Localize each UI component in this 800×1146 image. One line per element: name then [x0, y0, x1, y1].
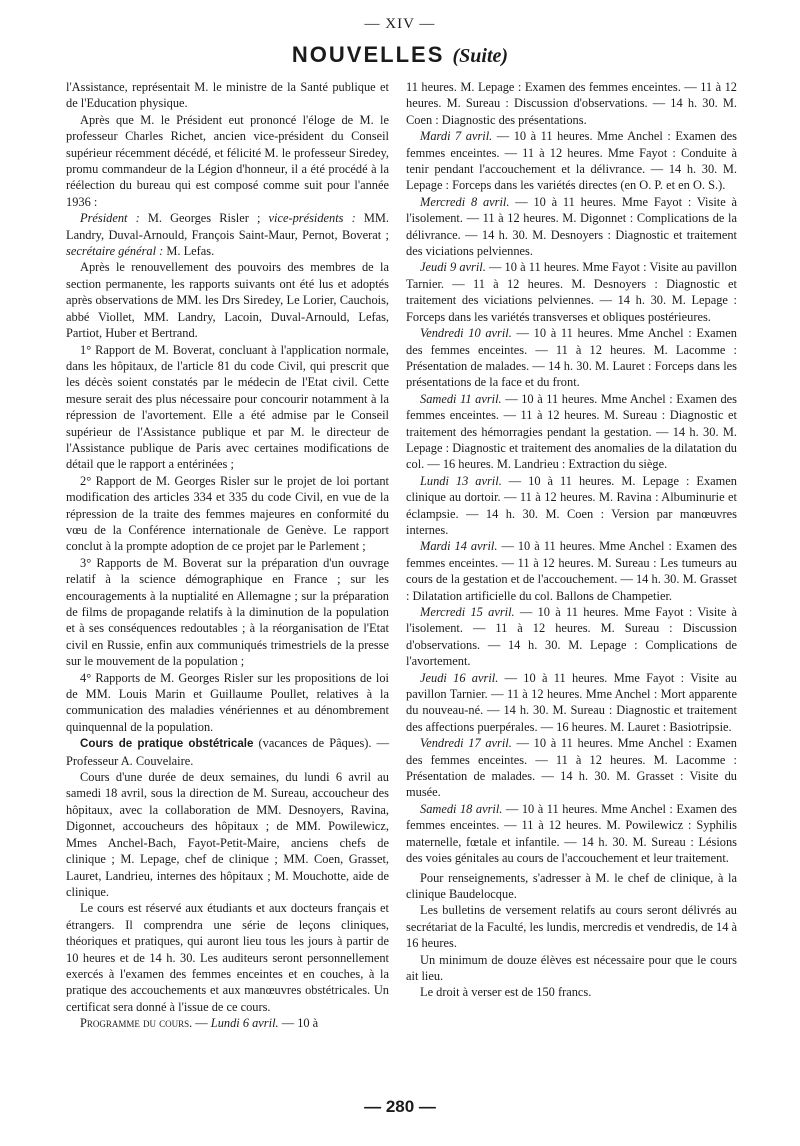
schedule-entry	[406, 670, 737, 736]
day-label: Samedi 18 avril.	[420, 801, 503, 816]
label-vice-presidents: vice-présidents :	[268, 211, 356, 226]
text: — 10 à 11 heures. Mme Anchel : Examen des femmes enceintes. — 11 à 12 heures. M. Powilewicz : Syphilis maternelle, fœtale et infantile. — 14 h. 30. M. Sureau : Lésions des voies génitales au cours de l'accouchement et leur traitement.	[406, 801, 738, 866]
text: — 10 à 11 heures. Mme Fayot : Visite à l'isolement. — 11 à 12 heures. M. Digonnet : Complications de la délivrance. — 14 h. 30. M. Desnoyers : Diagnostic et traitement des viciations pelviennes.	[406, 194, 737, 259]
section-title-text: NOUVELLES	[291, 42, 445, 67]
text: — 10 à 11 heures. Mme Anchel : Examen des femmes enceintes. — 11 à 12 heures. M. Lacomme : Présentation de malades. — 14 h. 30. M. Lauret : Forceps dans les présentations de la face et du front.	[406, 326, 737, 390]
text: M. Georges Risler ;	[139, 211, 269, 226]
text: — 10 à 11 heures. M. Lepage : Examen clinique au dortoir. — 11 à 12 heures. M. Ravina : Albuminurie et éclampsie. — 14 h. 30. M. Coen : Version par manœuvres internes.	[406, 473, 737, 537]
paragraph: 4° Rapports de M. Georges Risler sur les propositions de loi de MM. Louis Marin et Guillaume Poullet, relatives à la communication des maladies vénériennes et au dénombrement quinquennal de la population.	[66, 670, 389, 734]
day-label: Samedi 11 avril.	[420, 391, 502, 406]
course-heading: Cours de pratique obstétricale	[80, 737, 254, 751]
text: M. Lefas.	[163, 244, 215, 259]
left-column	[66, 79, 389, 1032]
program-heading: Programme du cours.	[80, 1016, 193, 1031]
schedule-entry	[406, 325, 737, 391]
paragraph: 3° Rapports de M. Boverat sur la préparation d'un ouvrage relatif à la science démographique en France ; sur les encouragements à la nuptialité en Allemagne ; sur la préparation de films de propagande relatifs à la diminution de la population et à ses conséquences redoutables ; à la réorganisation de l'Etat civil en Russie, enfin aux communiqués trimestriels de la presse sur le mouvement de la population ;	[66, 555, 389, 669]
paragraph: Le droit à verser est de 150 francs.	[420, 985, 592, 1000]
text: — 10 à	[278, 1016, 319, 1031]
schedule-entry	[406, 259, 737, 325]
day-label: Lundi 6 avril.	[210, 1016, 279, 1031]
day-label: Lundi 13 avril.	[420, 473, 502, 488]
schedule-entry	[406, 194, 737, 260]
day-label: Vendredi 17 avril.	[420, 736, 512, 751]
paragraph	[66, 210, 389, 259]
schedule-entry	[406, 391, 737, 473]
roman-page-number: — XIV —	[364, 16, 436, 32]
paragraph: Pour renseignements, s'adresser à M. le chef de clinique, à la clinique Baudelocque.	[406, 870, 737, 901]
paragraph	[66, 735, 389, 769]
schedule-entry	[406, 801, 737, 867]
text: MM. Landry, Duval-Arnould, François Saint-Maur, Pernot, Boverat ;	[66, 211, 389, 242]
schedule-entry	[406, 128, 737, 194]
text: (vacances de Pâques). — Professeur A. Couvelaire.	[66, 736, 389, 768]
schedule-entry	[406, 538, 737, 604]
paragraph: Le cours est réservé aux étudiants et aux docteurs français et étrangers. Il comprendra une série de leçons cliniques, théoriques et pratiques, qui auront lieu tous les jours à partir de 10 heures et de 14 h. 30. Les auditeurs seront personnellement exercés à l'examen des femmes enceintes et en couches, à la pratique des accouchements et aux manœuvres obstétricales. Un certificat sera donné à l'issue de ce cours.	[66, 901, 389, 1014]
text: — 10 à 11 heures. Mme Fayot : Visite au pavillon Tarnier. — 11 à 12 heures. M. Desnoyers : Diagnostic et traitement des viciations pelviennes. — 14 h. 30. M. Lepage : Forceps dans les variétés transverses et obliques postérieures.	[406, 260, 737, 324]
paragraph: Les bulletins de versement relatifs au cours seront délivrés au secrétariat de la Faculté, les lundis, mercredis et vendredis, de 14 à 16 heures.	[406, 903, 737, 951]
text: — 10 à 11 heures. Mme Anchel : Examen des femmes enceintes. — 11 à 12 heures. M. Sureau : Diagnostic et traitement des hémorragies pendant la gestation. — 14 h. 30. M. Lepage : Diagnostic et traitement des anomalies de la dilatation du col. — 16 heures. M. Landrieu : Extraction du siège.	[406, 391, 737, 472]
section-title	[0, 42, 800, 68]
paragraph	[66, 1015, 389, 1031]
paragraph: Après le renouvellement des pouvoirs des membres de la section permanente, les rapports suivants ont été lus et adoptés après observations de MM. les Drs Siredey, Le Lorier, Cauchois, abbé Viollet, MM. Landry, Lacoin, Duval-Arnould, Lefas, Partiot, Huber et Bertrand.	[66, 260, 389, 341]
schedule-entry	[406, 735, 737, 801]
paragraph: 11 heures. M. Lepage : Examen des femmes enceintes. — 11 à 12 heures. M. Sureau : Discussion d'observations. — 14 h. 30. M. Coen : Diagnostic des présentations.	[406, 80, 737, 127]
day-label: Jeudi 9 avril.	[420, 260, 486, 275]
schedule-entry	[406, 473, 737, 539]
text: — 10 à 11 heures. Mme Anchel : Examen des femmes enceintes. — 11 à 12 heures. Mme Fayot : Conduite à tenir pendant l'accouchement et la délivrance. — 14 h. 30. M. Lepage : Forceps dans les variétés directes (en O. P. et en O. S.).	[406, 129, 737, 193]
text: —	[192, 1016, 211, 1031]
day-label: Mardi 7 avril.	[420, 129, 493, 144]
schedule-entry	[406, 604, 737, 670]
paragraph: 1° Rapport de M. Boverat, concluant à l'application normale, dans les hôpitaux, de l'article 81 du code Civil, qui prescrit que les décès soient constatés par le médecin de l'Etat civil. Cette mesure serait des plus nécessaire pour concourir notamment à la répression de l'avortement. Elle a été admise par le Conseil supérieur de l'Assistance publique et par M. le directeur de l'Assistance publique de Paris avec certaines modifications de détail que le rapport a entérinées ;	[66, 342, 389, 472]
day-label: Jeudi 16 avril.	[420, 670, 499, 685]
paragraph: Cours d'une durée de deux semaines, du lundi 6 avril au samedi 18 avril, sous la direction de M. Sureau, accoucheur des hôpitaux, avec la collaboration de MM. Desnoyers, Ravina, Digonnet, accoucheurs des hôpitaux ; de MM. Powilewicz, Mmes Anchel-Bach, Fayot-Petit-Maire, anciens chefs de clinique ; M. Lepage, chef de clinique ; MM. Coen, Grasset, Lauret, Landrieu, internes des hôpitaux ; M. Mouchotte, aide de clinique.	[66, 770, 389, 899]
text: — 10 à 11 heures. Mme Anchel : Examen des femmes enceintes. — 11 à 12 heures. M. Sureau : Les tumeurs au cours de la gestation et de l'accouchement. — 14 h. 30. M. Grasset : Dilatation artificielle du col. Ballons de Champetier.	[406, 539, 737, 603]
day-label: Mardi 14 avril.	[420, 539, 498, 554]
text: — 10 à 11 heures. Mme Fayot : Visite à l'isolement. — 11 à 12 heures. M. Sureau : Discussion d'observations. — 14 h. 30. M. Lepage : Complications de l'avortement.	[406, 605, 737, 669]
day-label: Mercredi 8 avril.	[420, 194, 510, 209]
label-secretary: secrétaire général :	[66, 244, 164, 259]
day-label: Vendredi 10 avril.	[420, 326, 512, 341]
label-president: Président :	[80, 211, 140, 226]
section-title-suite: (Suite)	[452, 45, 509, 67]
paragraph: Un minimum de douze élèves est nécessaire pour que le cours ait lieu.	[406, 952, 737, 983]
text: — 10 à 11 heures. Mme Fayot : Visite au pavillon Tarnier. — 11 à 12 heures. Mme Anchel : Mort apparente du nouveau-né. — 14 h. 30. M. Sureau : Diagnostic et traitement des affections puerpérales. — 16 heures. M. Lauret : Basiotripsie.	[406, 670, 737, 734]
paragraph: 2° Rapport de M. Georges Risler sur le projet de loi portant modification des articles 334 et 335 du code Civil, en vue de la répression de la traite des femmes majeures en conformité du vœu de la Conférence internationale de Genève. Le rapport conclut à la prompte adoption de ce projet par le Parlement ;	[66, 473, 389, 554]
page-number: — 280 —	[364, 1097, 436, 1116]
text: — 10 à 11 heures. Mme Anchel : Examen des femmes enceintes. — 11 à 12 heures. M. Lacomme : Présentation de malades. — 14 h. 30. M. Grasset : Visite du musée.	[406, 736, 737, 800]
day-label: Mercredi 15 avril.	[420, 605, 515, 619]
paragraph: Après que M. le Président eut prononcé l'éloge de M. le professeur Charles Richet, ancien vice-président du Conseil supérieur récemment décédé, et félicité M. le professeur Siredey, promu commandeur de la Légion d'honneur, il a été procédé à la réélection du bureau qui est composé comme suit pour l'année 1936 :	[66, 112, 389, 209]
right-column	[406, 79, 737, 1001]
paragraph: l'Assistance, représentait M. le ministre de la Santé publique et de l'Education physique.	[66, 80, 389, 111]
